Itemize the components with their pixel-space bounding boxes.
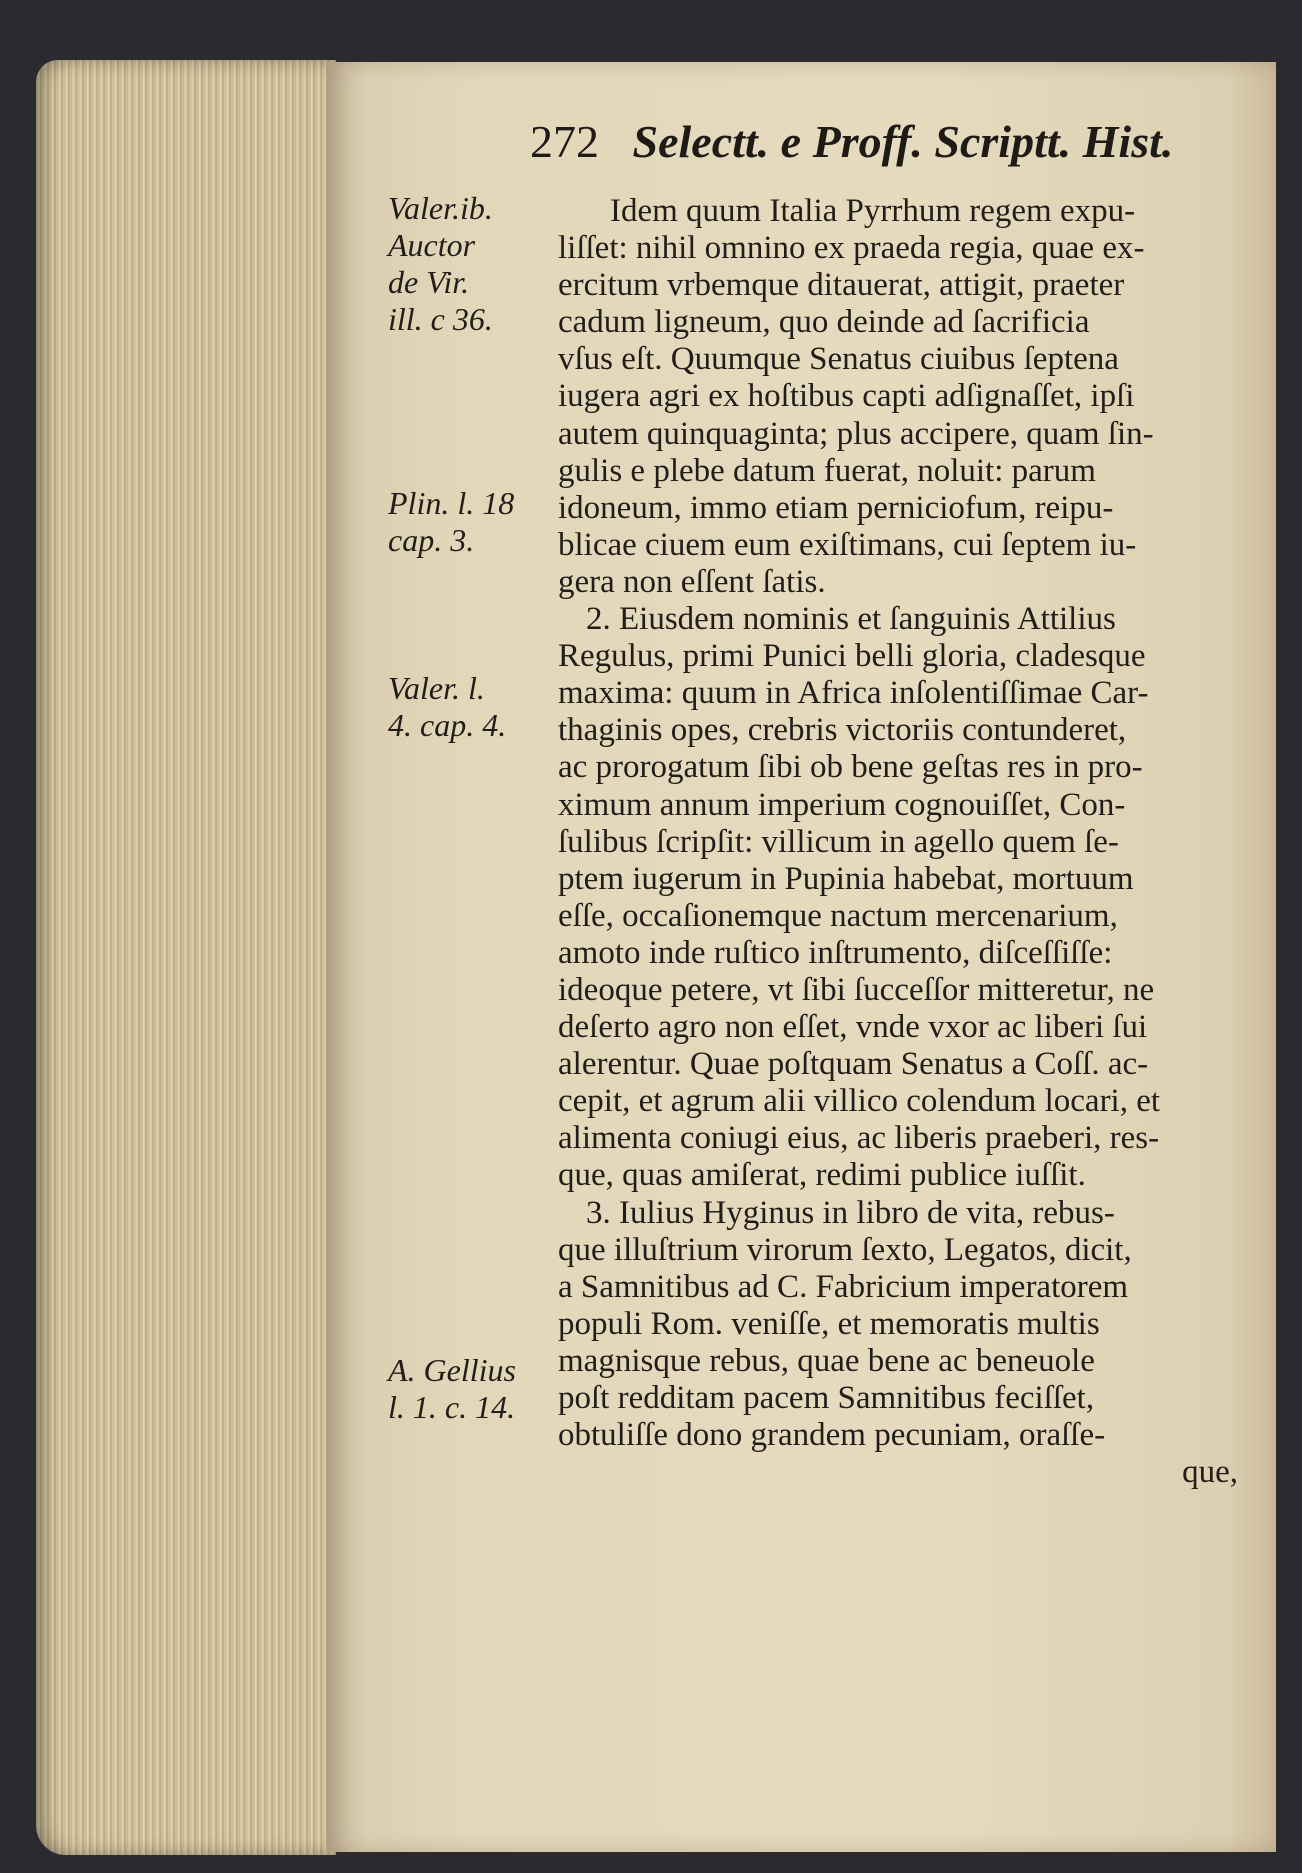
margin-note-line: A. Gellius <box>388 1352 516 1388</box>
margin-note-1 <box>388 190 568 338</box>
text-line: autem quinquaginta; plus accipere, quam ſin- <box>558 415 1154 452</box>
text-line: alerentur. Quae poſtquam Senatus a Coſſ. ac- <box>558 1046 1149 1083</box>
running-header <box>530 115 1230 168</box>
text-line: populi Rom. veniſſe, et memoratis multis <box>558 1305 1100 1342</box>
text-line: cadum ligneum, quo deinde ad ſacrificia <box>558 304 1090 341</box>
text-line: iugera agri ex hoſtibus capti adſignaſſet, ipſi <box>558 378 1135 415</box>
text-line: a Samnitibus ad C. Fabricium imperatorem <box>558 1268 1129 1305</box>
margin-note-line: ill. c 36. <box>388 301 493 337</box>
text-line: 3. Iulius Hyginus in libro de vita, rebus- <box>586 1194 1115 1231</box>
text-line: maxima: quum in Africa inſolentiſſimae Car- <box>558 675 1149 712</box>
text-line: ideoque petere, vt ſibi ſucceſſor mitteretur, ne <box>558 971 1155 1008</box>
text-line: idoneum, immo etiam perniciofum, reipu- <box>558 489 1114 526</box>
margin-note-4 <box>388 1352 568 1426</box>
text-line: gera non eſſent ſatis. <box>558 563 826 600</box>
margin-note-line: Auctor <box>388 227 476 263</box>
text-line: ſulibus ſcripſit: villicum in agello quem ſe- <box>558 823 1119 860</box>
text-line: cepit, et agrum alii villico colendum locari, et <box>558 1083 1161 1120</box>
margin-note-line: de Vir. <box>388 264 470 300</box>
text-line: liſſet: nihil omnino ex praeda regia, quae ex- <box>558 230 1145 267</box>
text-line: alimenta coniugi eius, ac liberis praeberi, res- <box>558 1120 1160 1157</box>
margin-note-line: Plin. l. 18 <box>388 485 515 521</box>
catchword: que, <box>1182 1454 1238 1491</box>
text-line: magnisque rebus, quae bene ac beneuole <box>558 1342 1095 1379</box>
page-number: 272 <box>530 116 599 167</box>
text-line: obtuliſſe dono grandem pecuniam, oraſſe- <box>558 1417 1106 1454</box>
text-line: thaginis opes, crebris victoriis contunderet, <box>558 712 1127 749</box>
text-line: que illuſtrium virorum ſexto, Legatos, dicit, <box>558 1231 1132 1268</box>
book-page-edges <box>36 60 336 1855</box>
margin-note-line: cap. 3. <box>388 522 475 558</box>
running-title: Selectt. e Proff. Scriptt. Hist. <box>632 116 1174 167</box>
margin-note-3 <box>388 670 568 744</box>
margin-note-2 <box>388 485 568 559</box>
text-line: Regulus, primi Punici belli gloria, cladesque <box>558 638 1146 675</box>
margin-note-line: Valer.ib. <box>388 190 493 226</box>
text-line: blicae ciuem eum exiſtimans, cui ſeptem iu- <box>558 526 1137 563</box>
margin-note-line: 4. cap. 4. <box>388 707 507 743</box>
text-line: ercitum vrbemque ditauerat, attigit, praeter <box>558 267 1125 304</box>
main-text-block <box>558 193 1274 1491</box>
text-line: vſus eſt. Quumque Senatus ciuibus ſeptena <box>558 341 1119 378</box>
text-line: amoto inde ruſtico inſtrumento, diſceſſiſſe: <box>558 934 1113 971</box>
text-line: ximum annum imperium cognouiſſet, Con- <box>558 786 1126 823</box>
text-line: ptem iugerum in Pupinia habebat, mortuum <box>558 860 1134 897</box>
text-line: que, quas amiſerat, redimi publice iuſſit. <box>558 1157 1086 1194</box>
margin-note-line: Valer. l. <box>388 670 485 706</box>
text-line: 2. Eiusdem nominis et ſanguinis Attilius <box>586 601 1116 638</box>
text-line: eſſe, occaſionemque nactum mercenarium, <box>558 897 1118 934</box>
text-line: ac prorogatum ſibi ob bene geſtas res in pro- <box>558 749 1143 786</box>
text-line: gulis e plebe datum fuerat, noluit: parum <box>558 452 1096 489</box>
text-line: Idem quum Italia Pyrrhum regem expu- <box>610 193 1136 229</box>
text-line: deſerto agro non eſſet, vnde vxor ac liberi ſui <box>558 1009 1148 1046</box>
margin-note-line: l. 1. c. 14. <box>388 1389 516 1425</box>
text-line: poſt redditam pacem Samnitibus feciſſet, <box>558 1380 1095 1416</box>
